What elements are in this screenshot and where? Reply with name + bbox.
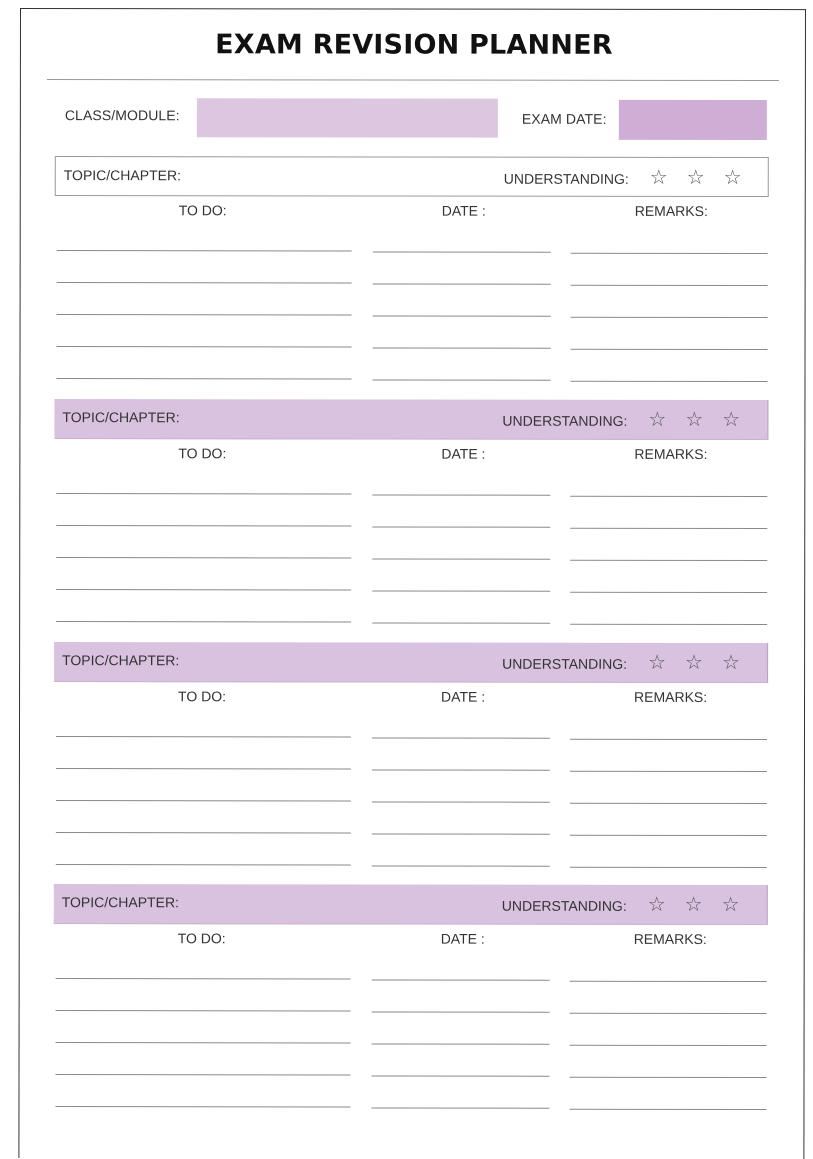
- date-entry-line[interactable]: [372, 494, 550, 495]
- topic-bar: [55, 156, 769, 197]
- remarks-entry-line[interactable]: [570, 528, 767, 529]
- todo-entry-line[interactable]: [57, 346, 352, 347]
- todo-entry-line[interactable]: [56, 1042, 351, 1043]
- understanding-label: UNDERSTANDING:: [501, 897, 627, 914]
- date-entry-line[interactable]: [372, 801, 550, 802]
- remarks-entry-line[interactable]: [570, 1045, 767, 1046]
- topic-bar: [54, 884, 768, 925]
- remarks-entry-line[interactable]: [570, 835, 767, 836]
- topic-chapter-label: TOPIC/CHAPTER:: [63, 167, 181, 184]
- todo-entry-line[interactable]: [56, 378, 351, 379]
- todo-entry-line[interactable]: [56, 832, 351, 833]
- star-icon[interactable]: ☆: [684, 891, 703, 916]
- exam-date-field[interactable]: [619, 100, 767, 140]
- date-entry-line[interactable]: [373, 283, 551, 284]
- todo-entry-line[interactable]: [57, 314, 352, 315]
- remarks-entry-line[interactable]: [570, 981, 767, 982]
- todo-entry-line[interactable]: [56, 978, 351, 979]
- remarks-entry-line[interactable]: [570, 592, 767, 593]
- todo-column-header: TO DO:: [178, 445, 227, 462]
- remarks-entry-line[interactable]: [571, 285, 768, 286]
- topic-section: [53, 884, 767, 1157]
- topic-chapter-label: TOPIC/CHAPTER:: [61, 894, 179, 911]
- todo-entry-line[interactable]: [56, 736, 351, 737]
- star-icon[interactable]: ☆: [648, 649, 667, 674]
- understanding-label: UNDERSTANDING:: [503, 170, 629, 187]
- remarks-entry-line[interactable]: [570, 560, 767, 561]
- date-entry-line[interactable]: [372, 769, 550, 770]
- todo-entry-line[interactable]: [56, 800, 351, 801]
- date-entry-line[interactable]: [372, 979, 550, 980]
- date-entry-line[interactable]: [371, 1107, 549, 1108]
- todo-entry-line[interactable]: [56, 493, 351, 494]
- date-entry-line[interactable]: [372, 558, 550, 559]
- class-module-field[interactable]: [197, 98, 498, 137]
- date-entry-line[interactable]: [373, 315, 551, 316]
- remarks-entry-line[interactable]: [570, 1013, 767, 1014]
- topic-bar: [54, 642, 768, 683]
- date-column-header: DATE :: [441, 445, 486, 462]
- todo-entry-line[interactable]: [56, 525, 351, 526]
- remarks-entry-line[interactable]: [569, 1109, 766, 1110]
- remarks-entry-line[interactable]: [570, 381, 767, 382]
- date-entry-line[interactable]: [372, 865, 550, 866]
- date-entry-line[interactable]: [372, 590, 550, 591]
- remarks-entry-line[interactable]: [571, 317, 768, 318]
- remarks-entry-line[interactable]: [570, 1077, 767, 1078]
- date-entry-line[interactable]: [372, 737, 550, 738]
- star-icon[interactable]: ☆: [721, 649, 740, 675]
- date-entry-line[interactable]: [372, 622, 550, 623]
- star-icon[interactable]: ☆: [685, 649, 703, 674]
- star-icon[interactable]: ☆: [648, 406, 667, 431]
- todo-entry-line[interactable]: [56, 1010, 351, 1011]
- todo-column-header: TO DO:: [177, 930, 226, 947]
- understanding-label: UNDERSTANDING:: [502, 655, 628, 672]
- date-entry-line[interactable]: [372, 1075, 550, 1076]
- todo-entry-line[interactable]: [56, 864, 351, 865]
- star-icon[interactable]: ☆: [685, 406, 704, 431]
- star-icon[interactable]: ☆: [647, 891, 666, 916]
- todo-entry-line[interactable]: [57, 282, 352, 283]
- topic-chapter-label: TOPIC/CHAPTER:: [62, 409, 180, 426]
- topic-bar: [54, 399, 768, 440]
- title-divider: [47, 79, 779, 81]
- date-entry-line[interactable]: [372, 1043, 550, 1044]
- date-entry-line[interactable]: [373, 251, 551, 252]
- topic-section: [54, 642, 768, 915]
- todo-entry-line[interactable]: [55, 1106, 350, 1107]
- star-icon[interactable]: ☆: [723, 164, 742, 190]
- todo-entry-line[interactable]: [56, 621, 351, 622]
- remarks-entry-line[interactable]: [570, 803, 767, 804]
- understanding-label: UNDERSTANDING:: [502, 412, 628, 429]
- topic-chapter-label: TOPIC/CHAPTER:: [62, 652, 180, 669]
- date-entry-line[interactable]: [372, 1011, 550, 1012]
- understanding-rating: [650, 164, 742, 190]
- remarks-column-header: REMARKS:: [633, 930, 707, 947]
- todo-entry-line[interactable]: [56, 557, 351, 558]
- topic-section: [54, 156, 768, 429]
- todo-entry-line[interactable]: [56, 1074, 351, 1075]
- date-entry-line[interactable]: [372, 833, 550, 834]
- understanding-rating: [648, 649, 740, 675]
- todo-column-header: TO DO:: [178, 202, 227, 219]
- todo-entry-line[interactable]: [57, 250, 352, 251]
- remarks-entry-line[interactable]: [570, 496, 767, 497]
- date-entry-line[interactable]: [372, 526, 550, 527]
- todo-column-header: TO DO:: [178, 688, 227, 705]
- date-column-header: DATE :: [440, 930, 485, 947]
- remarks-column-header: REMARKS:: [634, 445, 708, 462]
- date-entry-line[interactable]: [372, 379, 550, 380]
- star-icon[interactable]: ☆: [686, 164, 705, 189]
- date-entry-line[interactable]: [373, 347, 551, 348]
- star-icon[interactable]: ☆: [649, 164, 668, 189]
- topic-section: [54, 399, 768, 672]
- star-icon[interactable]: ☆: [722, 406, 741, 432]
- class-module-label: CLASS/MODULE:: [64, 107, 180, 124]
- todo-entry-line[interactable]: [56, 768, 351, 769]
- remarks-entry-line[interactable]: [571, 349, 768, 350]
- date-column-header: DATE :: [441, 202, 486, 219]
- remarks-column-header: REMARKS:: [634, 202, 708, 219]
- remarks-entry-line[interactable]: [571, 253, 768, 254]
- remarks-entry-line[interactable]: [570, 867, 767, 868]
- star-icon[interactable]: ☆: [721, 891, 740, 917]
- remarks-entry-line[interactable]: [570, 739, 767, 740]
- understanding-rating: [648, 406, 740, 432]
- page-title: EXAM REVISION PLANNER: [215, 29, 613, 61]
- exam-date-label: EXAM DATE:: [521, 110, 607, 127]
- remarks-column-header: REMARKS:: [634, 688, 708, 705]
- planner-sheet: [18, 8, 806, 1159]
- understanding-rating: [648, 891, 740, 917]
- date-column-header: DATE :: [441, 688, 486, 705]
- remarks-entry-line[interactable]: [570, 771, 767, 772]
- todo-entry-line[interactable]: [56, 589, 351, 590]
- remarks-entry-line[interactable]: [570, 624, 767, 625]
